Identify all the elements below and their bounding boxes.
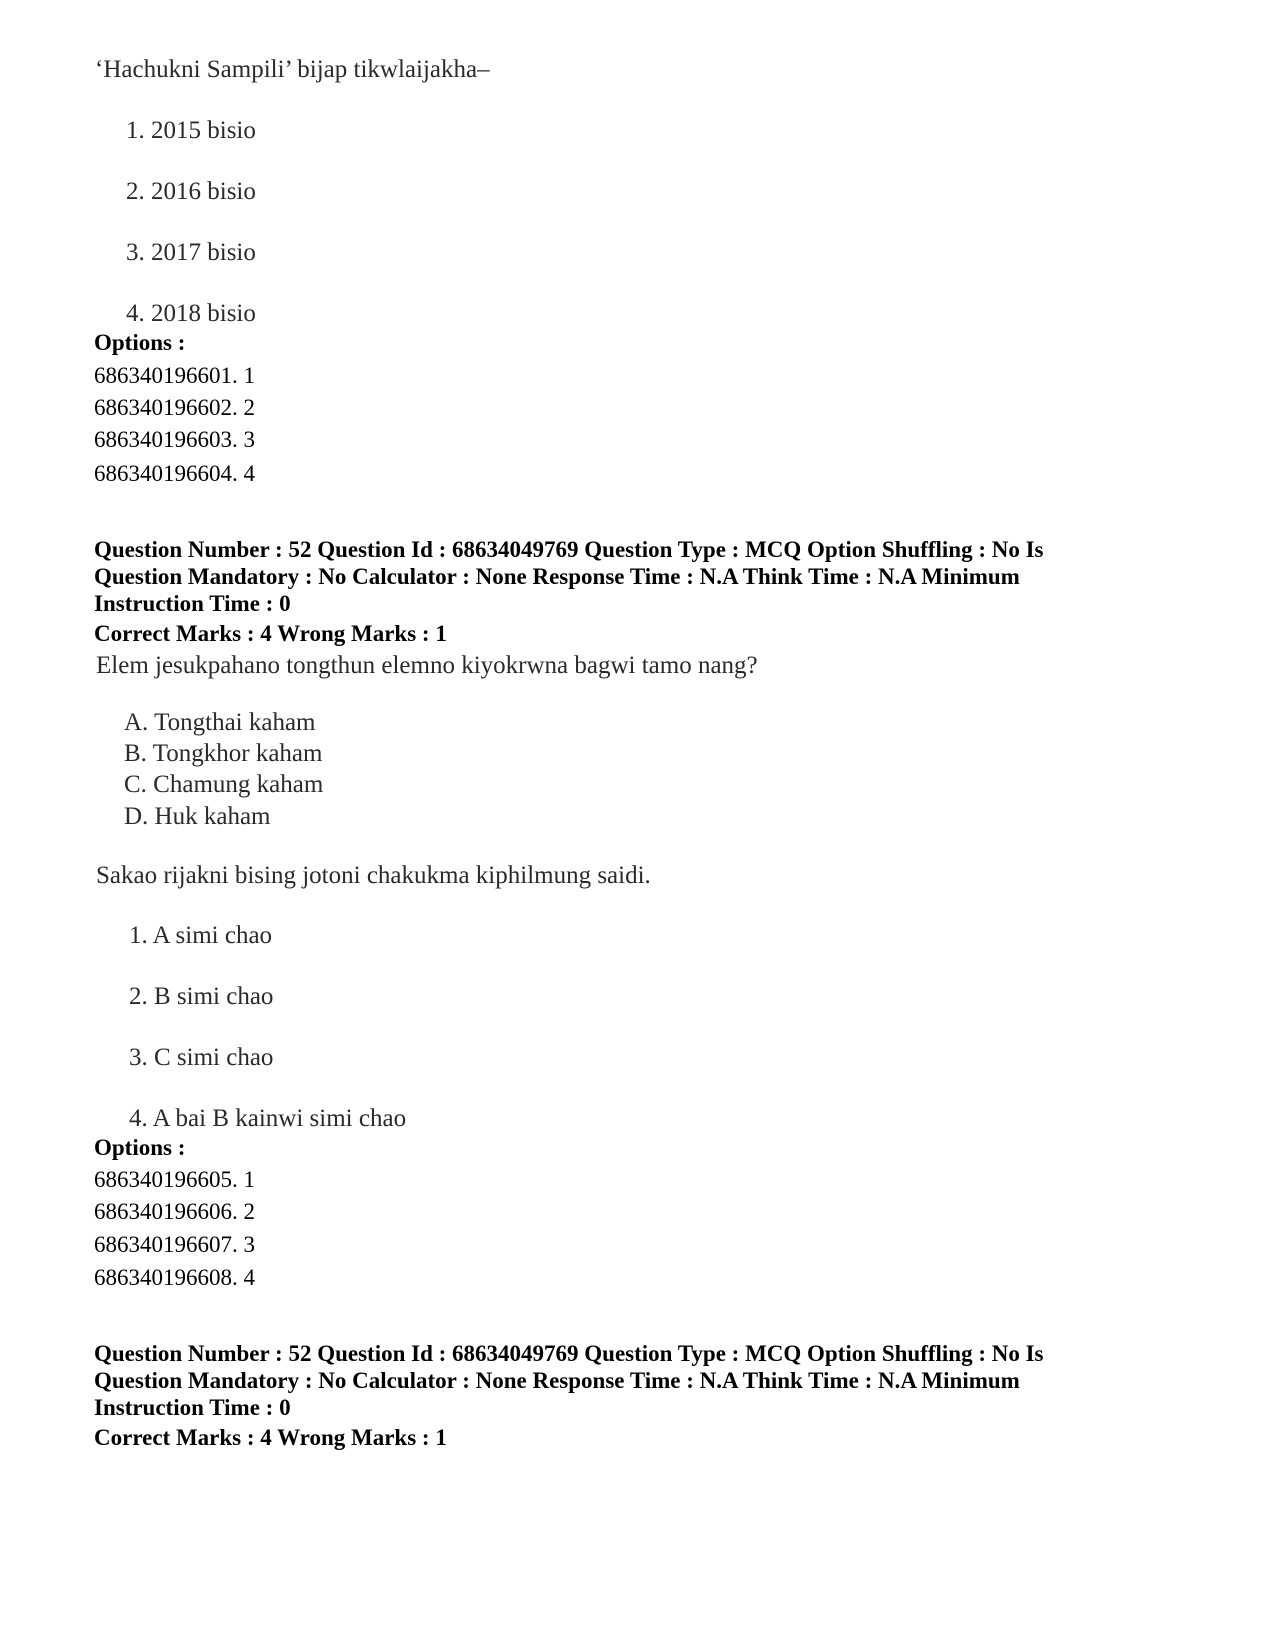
options-heading: Options :	[94, 330, 186, 355]
option-id-line: 686340196606. 2	[94, 1199, 255, 1224]
option-id-line: 686340196605. 1	[94, 1167, 255, 1192]
question-meta	[94, 1340, 1174, 1421]
answer-choice: 4. 2018 bisio	[126, 300, 256, 327]
question-meta-line: Instruction Time : 0	[94, 1395, 291, 1420]
answer-choice: 1. A simi chao	[129, 922, 273, 949]
answer-choice: 2. B simi chao	[129, 983, 274, 1010]
question-meta	[94, 536, 1174, 617]
statement-item: A. Tongthai kaham	[124, 709, 316, 736]
options-heading: Options :	[94, 1135, 186, 1160]
question-stem: ‘Hachukni Sampili’ bijap tikwlaijakha–	[95, 56, 490, 83]
option-id-line: 686340196602. 2	[94, 395, 255, 420]
question-meta-line: Question Mandatory : No Calculator : None Response Time : N.A Think Time : N.A Minimum	[94, 1368, 1020, 1393]
option-id-line: 686340196604. 4	[94, 461, 255, 486]
question-stem: Elem jesukpahano tongthun elemno kiyokrwna bagwi tamo nang?	[96, 652, 758, 679]
question-meta-line: Instruction Time : 0	[94, 591, 291, 616]
answer-choice: 4. A bai B kainwi simi chao	[129, 1105, 407, 1132]
option-id-line: 686340196603. 3	[94, 427, 255, 452]
statement-item: B. Tongkhor kaham	[124, 740, 323, 767]
question-meta-line: Question Number : 52 Question Id : 68634049769 Question Type : MCQ Option Shuffling : No Is	[94, 1341, 1044, 1366]
question-meta-line: Question Number : 52 Question Id : 68634049769 Question Type : MCQ Option Shuffling : No Is	[94, 537, 1044, 562]
marks-line: Correct Marks : 4 Wrong Marks : 1	[94, 1425, 447, 1450]
answer-choice: 2. 2016 bisio	[126, 178, 256, 205]
answer-choice: 3. C simi chao	[129, 1044, 274, 1071]
answer-choice: 3. 2017 bisio	[126, 239, 256, 266]
option-id-line: 686340196608. 4	[94, 1265, 255, 1290]
option-id-line: 686340196607. 3	[94, 1232, 255, 1257]
question-prompt: Sakao rijakni bising jotoni chakukma kiphilmung saidi.	[96, 862, 651, 889]
question-meta-line: Question Mandatory : No Calculator : None Response Time : N.A Think Time : N.A Minimum	[94, 564, 1020, 589]
marks-line: Correct Marks : 4 Wrong Marks : 1	[94, 621, 447, 646]
option-id-line: 686340196601. 1	[94, 363, 255, 388]
statement-item: D. Huk kaham	[124, 803, 271, 830]
answer-choice: 1. 2015 bisio	[126, 117, 256, 144]
statement-item: C. Chamung kaham	[124, 771, 324, 798]
